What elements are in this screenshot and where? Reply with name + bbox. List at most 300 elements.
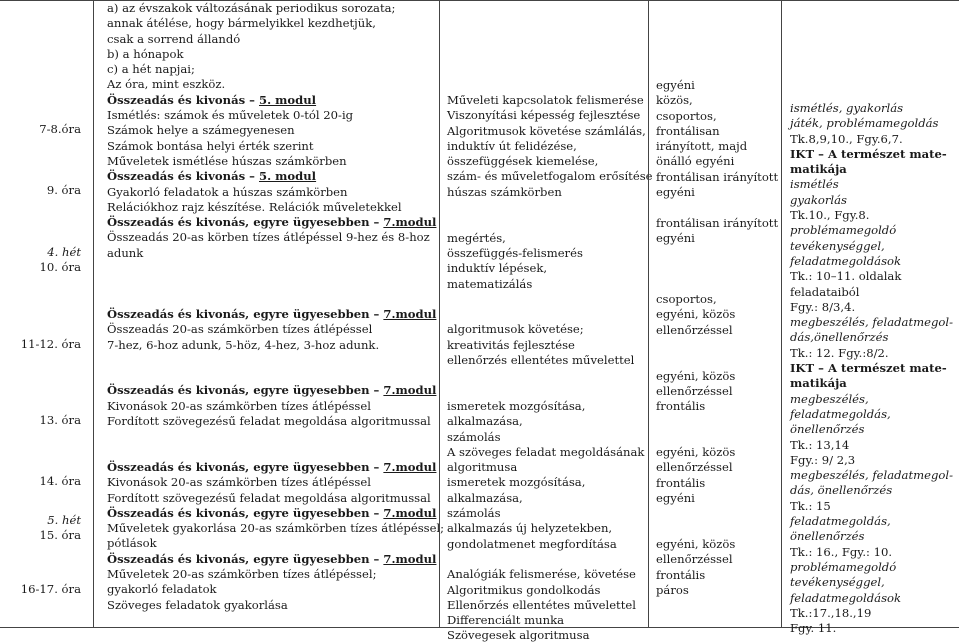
text-run: frontális (656, 399, 706, 414)
text-line (656, 476, 778, 491)
text-run: feladatmegoldások (790, 253, 902, 268)
text-run (107, 445, 111, 459)
text-line (656, 139, 778, 154)
text-line (790, 193, 953, 208)
text-run: Algoritmikus gondolkodás (447, 582, 601, 597)
text-run: problémamegoldó (790, 223, 897, 238)
text-run: Összeadás 20-as számkörben tízes átlépéssel (107, 322, 373, 337)
text-line (656, 246, 778, 261)
text-run: húszas számkörben (447, 184, 562, 199)
text-line (107, 322, 444, 337)
lesson-label: 15. óra (39, 528, 81, 542)
text-line (447, 277, 653, 292)
text-line (790, 285, 953, 300)
text-run: dás, önellenőrzés (790, 483, 893, 498)
text-run: Fgy.: 9/ 2,3 (790, 452, 856, 467)
text-run: tevékenységgel, (790, 238, 885, 253)
text-line (656, 277, 778, 292)
text-run: matikája (790, 162, 847, 177)
text-line (107, 338, 444, 353)
text-run: játék, problémamegoldás (790, 116, 939, 131)
text-line (790, 392, 953, 407)
text-run: Összeadás és kivonás, egyre ügyesebben – (107, 383, 384, 398)
text-run: Műveleti kapcsolatok felismerése (447, 93, 644, 107)
text-run (656, 277, 660, 291)
text-run (447, 200, 451, 214)
text-run: Tk.10., Fgy.8. (790, 208, 870, 223)
text-line (447, 583, 653, 598)
text-line (790, 529, 953, 544)
text-line (656, 124, 778, 139)
text-line (790, 101, 953, 116)
text-line (447, 430, 653, 445)
text-line (107, 246, 444, 261)
text-run: induktív lépések, (447, 261, 548, 276)
text-run: frontális (656, 475, 706, 490)
text-run: Algoritmusok követése számlálás, (447, 123, 646, 138)
text-run (447, 368, 451, 382)
text-line (107, 16, 444, 31)
text-run: Szöveges feladatok gyakorlása (107, 597, 288, 612)
text-line (790, 269, 953, 284)
text-line (656, 154, 778, 169)
text-run: Ellenőrzés ellentétes művelettel (447, 597, 636, 612)
text-line (107, 353, 444, 368)
text-line (107, 185, 444, 200)
text-run: tevékenységgel, (790, 575, 885, 590)
text-line (447, 491, 653, 506)
text-run: algoritmusok követése; (447, 322, 584, 337)
text-line (447, 506, 653, 521)
text-run: csak a sorrend állandó (107, 31, 241, 46)
text-line (107, 108, 444, 123)
text-run: páros (656, 582, 689, 597)
text-run: Kivonások 20-as számkörben tízes átlépéssel (107, 398, 371, 413)
text-run: csoportos, (656, 292, 717, 307)
text-run: ellenőrzéssel (656, 552, 733, 567)
text-run: pótlások (107, 536, 157, 551)
text-line (790, 223, 953, 238)
text-line (656, 185, 778, 200)
text-run: feladataiból (790, 284, 860, 299)
text-run: Összeadás és kivonás, egyre ügyesebben – (107, 215, 384, 230)
text-line (656, 369, 778, 384)
text-run: Műveletek ismétlése húszas számkörben (107, 153, 347, 168)
text-run (107, 353, 111, 367)
text-run: megbeszélés, feladatmegol- (790, 315, 954, 330)
text-run: IKT – A természet mate- (790, 361, 947, 376)
text-line (447, 598, 653, 613)
text-run: összefüggések kiemelése, (447, 154, 599, 169)
text-line (790, 438, 953, 453)
text-run: gondolatmenet megfordítása (447, 536, 617, 551)
text-run (656, 430, 660, 444)
text-line (656, 384, 778, 399)
lesson-label: 9. óra (46, 183, 81, 197)
text-run: Számok helye a számegyenesen (107, 123, 295, 138)
text-run (447, 307, 451, 321)
text-run: 7.modul (383, 215, 437, 230)
text-line (790, 483, 953, 498)
text-run: számolás (447, 506, 501, 521)
text-run: ellenőrzés ellentétes művelettel (447, 353, 635, 368)
text-run: kreativitás fejlesztése (447, 337, 575, 352)
text-run: 7.modul (383, 551, 437, 566)
text-run: gyakorlás (790, 192, 848, 207)
text-run: annak átélése, hogy bármelyikkel kezdhetjük, (107, 16, 376, 31)
text-line (656, 292, 778, 307)
text-line (107, 1, 444, 16)
text-line (790, 499, 953, 514)
text-run: alkalmazása, (447, 414, 523, 429)
text-run (656, 353, 660, 367)
text-line (790, 346, 953, 361)
text-run: Fgy.: 8/3,4. (790, 299, 856, 314)
text-run: 5. modul (259, 169, 317, 184)
text-run: adunk (107, 245, 144, 260)
text-run: ismeretek mozgósítása, (447, 475, 586, 490)
text-line (656, 93, 778, 108)
text-run: egyéni, közös (656, 445, 736, 460)
work-forms-column (648, 0, 781, 628)
content-column (93, 0, 445, 628)
text-line (656, 109, 778, 124)
text-run: számolás (447, 429, 501, 444)
text-run: gyakorló feladatok (107, 582, 217, 597)
text-run: ellenőrzéssel (656, 322, 733, 337)
skills-column (439, 0, 653, 643)
text-run (107, 368, 111, 382)
text-line (447, 399, 653, 414)
lesson-label: 10. óra (39, 260, 81, 274)
text-run: ismétlés (790, 177, 839, 192)
text-line (447, 93, 653, 108)
lesson-label: 13. óra (39, 413, 81, 427)
text-run: Az óra, mint eszköz. (107, 77, 226, 92)
text-run: egyéni (656, 230, 695, 245)
text-line (107, 261, 444, 276)
text-line (656, 231, 778, 246)
text-run: csoportos, (656, 108, 717, 123)
text-line (790, 621, 953, 636)
text-line (656, 430, 778, 445)
text-line (107, 276, 444, 291)
text-line (790, 147, 953, 162)
text-line (447, 445, 653, 460)
text-run (447, 552, 451, 566)
text-run (656, 262, 660, 276)
text-run (656, 200, 660, 214)
text-run: Analógiák felismerése, követése (447, 567, 636, 582)
lesson-number-column (0, 0, 93, 628)
text-line (447, 139, 653, 154)
text-line (656, 78, 778, 93)
text-line (107, 598, 444, 613)
text-run: a) az évszakok változásának periodikus sorozata; (107, 1, 396, 15)
text-line (656, 353, 778, 368)
text-line (656, 506, 778, 521)
text-run: Tk.: 12. Fgy.:8/2. (790, 345, 889, 360)
text-line (107, 414, 444, 429)
text-run: frontálisan (656, 123, 720, 138)
text-line (656, 552, 778, 567)
text-line (656, 338, 778, 353)
text-line (790, 560, 953, 575)
text-run: egyéni, közös (656, 536, 736, 551)
text-run: frontálisan irányított (656, 215, 779, 230)
text-line (656, 415, 778, 430)
text-run: egyéni (656, 491, 695, 506)
text-line (107, 475, 444, 490)
text-line (447, 537, 653, 552)
text-line (447, 384, 653, 399)
text-run: 7.modul (383, 505, 437, 520)
text-line (107, 47, 444, 62)
text-run: Tk.: 13,14 (790, 437, 850, 452)
text-run: ellenőrzéssel (656, 460, 733, 475)
text-run: önellenőrzés (790, 422, 865, 437)
text-line (447, 185, 653, 200)
text-line (447, 475, 653, 490)
text-line (107, 368, 444, 383)
text-line (447, 124, 653, 139)
lesson-label: 4. hét (47, 245, 81, 259)
text-run: Összeadás és kivonás – (107, 169, 259, 184)
text-line (107, 536, 444, 551)
text-run: matikája (790, 376, 847, 391)
text-run: Tk.8,9,10., Fgy.6,7. (790, 131, 903, 146)
text-line (447, 169, 653, 184)
text-run: Fordított szövegezésű feladat megoldása algoritmussal (107, 490, 431, 505)
text-run (447, 384, 451, 398)
lesson-label: 16-17. óra (20, 582, 81, 596)
text-line (107, 169, 444, 184)
text-run: Összeadás és kivonás, egyre ügyesebben – (107, 306, 384, 321)
text-line (107, 93, 444, 108)
text-line (790, 422, 953, 437)
text-run: feladatmegoldás, (790, 514, 891, 529)
text-run: önellenőrzés (790, 529, 865, 544)
lesson-label: 11-12. óra (20, 337, 81, 351)
text-run: Összeadás és kivonás, egyre ügyesebben – (107, 505, 384, 520)
text-line (656, 399, 778, 414)
text-run: ellenőrzéssel (656, 383, 733, 398)
text-line (656, 216, 778, 231)
text-line (447, 460, 653, 475)
text-run: közös, (656, 93, 693, 108)
text-line (107, 582, 444, 597)
text-line (107, 62, 444, 77)
text-run: szám- és műveletfogalom erősítése (447, 169, 653, 184)
text-run: Fgy. 11. (790, 621, 837, 636)
text-run: feladatmegoldások (790, 590, 902, 605)
text-run (656, 338, 660, 352)
text-line (656, 200, 778, 215)
text-run: Tk.: 16., Fgy.: 10. (790, 544, 893, 559)
text-line (656, 583, 778, 598)
text-run (656, 522, 660, 536)
text-run: 5. modul (259, 92, 317, 107)
text-line (447, 108, 653, 123)
notes-text (790, 101, 953, 636)
text-run: Fordított szövegezésű feladat megoldása algoritmussal (107, 414, 431, 429)
text-line (107, 445, 444, 460)
text-run: Kivonások 20-as számkörben tízes átlépéssel (107, 475, 371, 490)
text-run: frontális (656, 567, 706, 582)
text-line (447, 261, 653, 276)
text-line (107, 429, 444, 444)
text-run: egyéni, közös (656, 307, 736, 322)
text-run: Ismétlés: számok és műveletek 0-tól 20-ig (107, 108, 354, 123)
text-line (790, 162, 953, 177)
text-run: 7-hez, 6-hoz adunk, 5-höz, 4-hez, 3-hoz adunk. (107, 337, 380, 352)
text-line (656, 537, 778, 552)
text-run: Tk.:17.,18.,19 (790, 605, 872, 620)
text-line (790, 361, 953, 376)
notes-column (781, 0, 959, 636)
text-run: egyéni (656, 78, 695, 92)
text-line (107, 552, 444, 567)
text-run: ismeretek mozgósítása, (447, 398, 586, 413)
text-line (447, 215, 653, 230)
text-run: problémamegoldó (790, 559, 897, 574)
text-run: 7.modul (383, 459, 437, 474)
text-line (447, 567, 653, 582)
text-run (447, 215, 451, 229)
lesson-label: 5. hét (47, 513, 81, 527)
text-line (447, 322, 653, 337)
text-run: összefüggés-felismerés (447, 245, 583, 260)
text-run: Szövegesek algoritmusa (447, 628, 590, 643)
text-run: Összeadás és kivonás – (107, 92, 259, 107)
text-line (790, 239, 953, 254)
text-line (447, 292, 653, 307)
text-line (656, 307, 778, 322)
text-line (107, 230, 444, 245)
text-run: Gyakorló feladatok a húszas számkörben (107, 184, 348, 199)
text-run (447, 292, 451, 306)
text-line (107, 77, 444, 92)
text-line (656, 568, 778, 583)
text-run (107, 292, 111, 306)
text-run: dás,önellenőrzés (790, 330, 889, 345)
text-run (656, 415, 660, 429)
text-run: Összeadás és kivonás, egyre ügyesebben – (107, 551, 384, 566)
text-line (790, 545, 953, 560)
work-forms-text (656, 78, 778, 598)
text-run (656, 506, 660, 520)
text-run: egyéni, közös (656, 368, 736, 383)
text-line (790, 116, 953, 131)
text-line (447, 368, 653, 383)
text-run: 7.modul (383, 383, 437, 398)
text-run: egyéni (656, 185, 695, 200)
text-run: Viszonyítási képesség fejlesztése (447, 108, 641, 123)
text-line (107, 123, 444, 138)
text-run: Relációkhoz rajz készítése. Relációk műveletekkel (107, 199, 402, 214)
text-line (790, 177, 953, 192)
text-run: Műveletek 20-as számkörben tízes átlépéssel; (107, 566, 377, 581)
text-run: alkalmazás új helyzetekben, (447, 521, 613, 536)
text-line (107, 383, 444, 398)
text-line (107, 200, 444, 215)
text-line (790, 468, 953, 483)
text-run: Összeadás és kivonás, egyre ügyesebben – (107, 459, 384, 474)
text-line (447, 200, 653, 215)
text-line (107, 399, 444, 414)
text-line (107, 506, 444, 521)
text-line (656, 491, 778, 506)
text-line (447, 628, 653, 643)
text-line (790, 330, 953, 345)
skills-text (447, 93, 653, 644)
text-run: c) a hét napjai; (107, 62, 195, 77)
text-line (790, 254, 953, 269)
text-line (790, 407, 953, 422)
text-run: irányított, majd (656, 139, 748, 154)
text-line (447, 246, 653, 261)
text-run: megértés, (447, 230, 506, 245)
text-run: algoritmusa (447, 460, 518, 475)
text-line (790, 453, 953, 468)
text-run: ismétlés, gyakorlás (790, 101, 904, 115)
text-line (107, 307, 444, 322)
text-run: alkalmazása, (447, 490, 523, 505)
text-run: Tk.: 10–11. oldalak (790, 269, 902, 284)
text-line (790, 300, 953, 315)
text-run: frontálisan irányított (656, 169, 779, 184)
text-line (447, 338, 653, 353)
text-line (790, 575, 953, 590)
text-line (447, 613, 653, 628)
text-line (790, 315, 953, 330)
text-run: A szöveges feladat megoldásának (447, 444, 645, 459)
text-line (447, 307, 653, 322)
text-run: Tk.: 15 (790, 498, 831, 513)
text-line (656, 262, 778, 277)
text-line (656, 323, 778, 338)
lesson-label: 14. óra (39, 474, 81, 488)
text-line (790, 514, 953, 529)
text-run: önálló egyéni (656, 154, 735, 169)
text-run (107, 261, 111, 275)
text-line (447, 231, 653, 246)
text-line (107, 32, 444, 47)
text-run: Számok bontása helyi érték szerint (107, 138, 314, 153)
text-line (790, 208, 953, 223)
text-line (656, 445, 778, 460)
text-line (447, 154, 653, 169)
text-line (447, 353, 653, 368)
text-line (656, 170, 778, 185)
text-run (656, 246, 660, 260)
text-run: 7.modul (383, 306, 437, 321)
lesson-label: 7-8.óra (39, 122, 81, 136)
text-run: Differenciált munka (447, 613, 565, 628)
text-run (107, 276, 111, 290)
text-line (447, 414, 653, 429)
text-run: b) a hónapok (107, 46, 184, 61)
text-run: megbeszélés, feladatmegol- (790, 468, 954, 483)
text-line (107, 139, 444, 154)
text-line (107, 491, 444, 506)
text-line (790, 376, 953, 391)
text-line (447, 552, 653, 567)
text-line (107, 154, 444, 169)
text-line (790, 606, 953, 621)
text-line (790, 132, 953, 147)
text-run: megbeszélés, (790, 391, 869, 406)
